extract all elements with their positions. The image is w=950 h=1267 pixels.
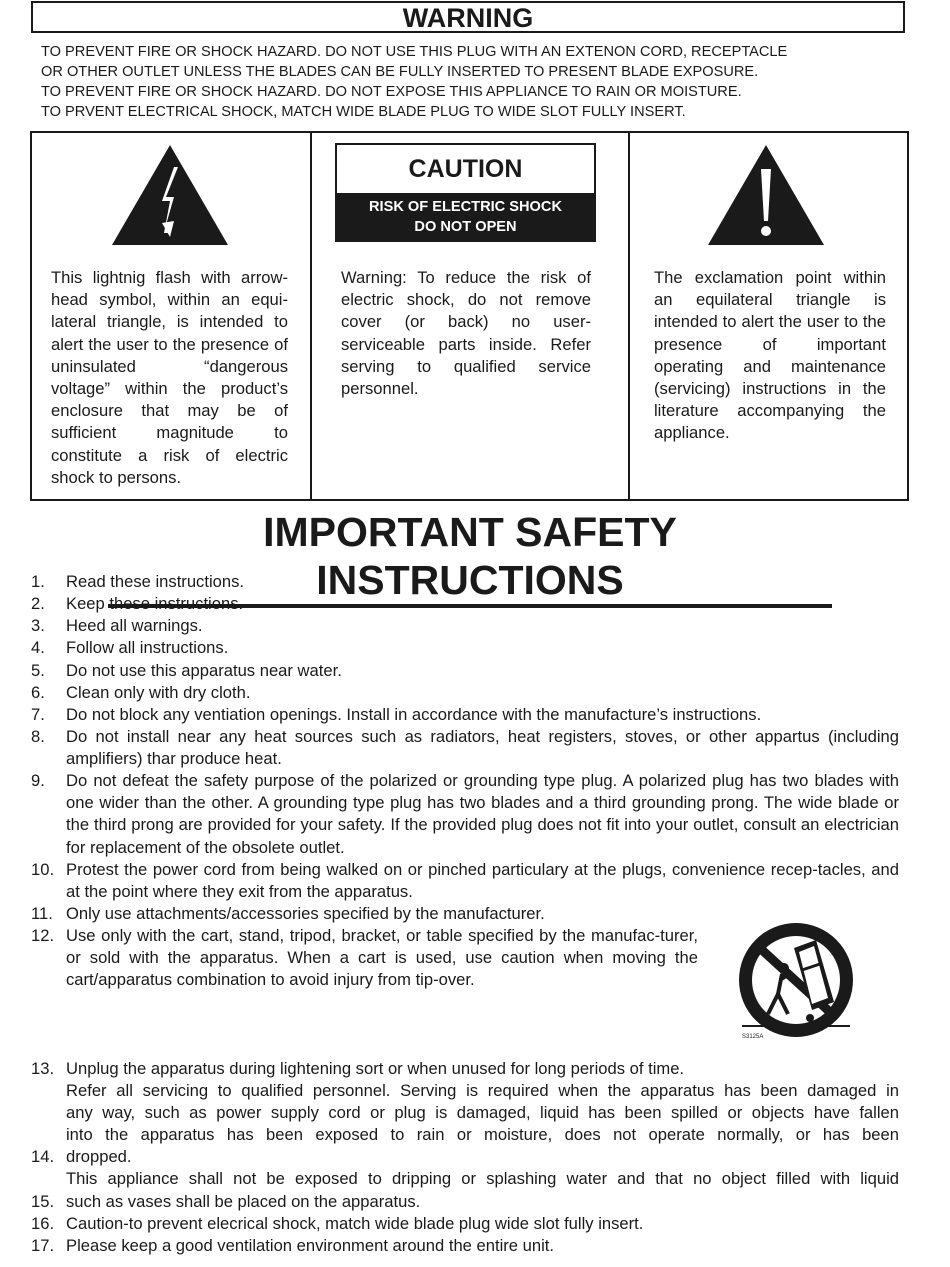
item-text: Follow all instructions. <box>66 638 229 657</box>
item-text-line: dropped. <box>66 1147 132 1166</box>
item-text-line: Refer all servicing to qualified personnel. Serving is required when the apparatus has been damaged in <box>66 1081 899 1100</box>
item-number: 11. <box>31 904 53 923</box>
item-text: Do not block any ventiation openings. Install in accordance with the manufacture’s instructions. <box>66 705 762 724</box>
item-number: 13. <box>31 1059 55 1078</box>
page-title: IMPORTANT SAFETY INSTRUCTIONS <box>108 508 832 608</box>
item-text: Do not install near any heat sources such as radiators, heat registers, stoves, or other appartus (including amplifiers) thar produce heat. <box>66 727 899 769</box>
caution-description: Warning: To reduce the risk of electric shock, do not remove cover (or back) no user-serviceable parts inside. Refer serving to qualified service personnel. <box>341 268 591 399</box>
cart-icon-code: S3125A <box>742 1034 764 1040</box>
item-number: 9. <box>31 771 45 790</box>
item-text: Keep these instructions. <box>66 594 244 613</box>
item-text-line: any way, such as power supply cord or plug is damaged, liquid has been spilled or objects have fallen <box>66 1103 899 1122</box>
item-text-line: Caution-to prevent elecrical shock, match wide blade plug wide slot fully insert. <box>66 1214 644 1233</box>
item-number: 17. <box>31 1236 55 1255</box>
item-number: 12. <box>31 926 55 945</box>
item-number: 4. <box>31 638 45 657</box>
caution-line: RISK OF ELECTRIC SHOCK <box>369 199 562 215</box>
item-number: 15. <box>31 1192 55 1211</box>
item-text: Clean only with dry cloth. <box>66 683 251 702</box>
caution-subtitle <box>337 193 594 240</box>
exclamation-description: The exclamation point within an equilateral triangle is intended to alert the user to the presence of important operating and maintenance (servicing) instructions in the literature accompanying the appliance. <box>654 268 886 443</box>
warning-line: TO PRVENT ELECTRICAL SHOCK, MATCH WIDE BLADE PLUG TO WIDE SLOT FULLY INSERT. <box>41 104 686 120</box>
item-text-line: Please keep a good ventilation environment around the entire unit. <box>66 1236 555 1255</box>
item-text: Only use attachments/accessories specified by the manufacturer. <box>66 904 545 923</box>
lightning-triangle-icon <box>112 145 228 247</box>
caution-title: CAUTION <box>408 155 523 183</box>
item-number: 8. <box>31 727 45 746</box>
item-text: Protest the power cord from being walked on or pinched particulary at the plugs, convenience recep-tacles, and at the point where they exit from the apparatus. <box>66 860 899 902</box>
warning-line: OR OTHER OUTLET UNLESS THE BLADES CAN BE FULLY INSERTED TO PRESENT BLADE EXPOSURE. <box>41 64 759 80</box>
warning-title: WARNING <box>31 1 905 33</box>
item-text-line: Unplug the apparatus during lightening sort or when unused for long periods of time. <box>66 1059 685 1078</box>
item-number: 1. <box>31 572 45 591</box>
item-number: 10. <box>31 860 55 879</box>
symbol-panels <box>30 131 909 501</box>
warning-text <box>41 42 911 122</box>
item-text: Heed all warnings. <box>66 616 203 635</box>
panel-divider <box>310 133 312 499</box>
item-text: Do not defeat the safety purpose of the polarized or grounding type plug. A polarized plug has two blades with one wider than the other. A grounding type plug has two blades and a third grounding prong. The wide blade or the third prong are provided for your safety. If the provided plug does not fit into your outlet, consult an electrician for replacement of the obsolete outlet. <box>66 771 899 857</box>
item-number: 16. <box>31 1214 55 1233</box>
caution-line: DO NOT OPEN <box>414 219 517 235</box>
exclamation-triangle-icon <box>708 145 824 247</box>
warning-line: TO PREVENT FIRE OR SHOCK HAZARD. DO NOT USE THIS PLUG WITH AN EXTENON CORD, RECEPTACLE <box>41 44 788 60</box>
item-number: 5. <box>31 661 45 680</box>
item-number: 6. <box>31 683 45 702</box>
cart-tipover-icon <box>738 922 854 1042</box>
item-text-line: such as vases shall be placed on the apparatus. <box>66 1192 421 1211</box>
warning-line: TO PREVENT FIRE OR SHOCK HAZARD. DO NOT EXPOSE THIS APPLIANCE TO RAIN OR MOISTURE. <box>41 84 742 100</box>
item-number: 14. <box>31 1147 55 1166</box>
item-number: 2. <box>31 594 45 613</box>
item-text: Read these instructions. <box>66 572 245 591</box>
item-text: Use only with the cart, stand, tripod, bracket, or table specified by the manufac-turer, or sold with the apparatus. When a cart is used, use caution when moving the cart/apparatus combination to avoid injury from tip-over. <box>66 926 698 990</box>
lightning-description: This lightnig flash with arrow-head symbol, within an equi-lateral triangle, is intended to alert the user to the presence of uninsulated “dangerous voltage” within the product’s enclosure that may be of sufficient magnitude to constitute a risk of electric shock to persons. <box>51 268 288 487</box>
item-text: Do not use this apparatus near water. <box>66 661 342 680</box>
item-text-line: into the apparatus has been exposed to rain or moisture, does not operate normally, or has been <box>66 1125 899 1144</box>
item-text-line: This appliance shall not be exposed to dripping or splashing water and that no object filled with liquid <box>66 1169 899 1188</box>
caution-label <box>335 143 596 242</box>
panel-divider <box>628 133 630 499</box>
item-number: 7. <box>31 705 45 724</box>
item-number: 3. <box>31 616 45 635</box>
